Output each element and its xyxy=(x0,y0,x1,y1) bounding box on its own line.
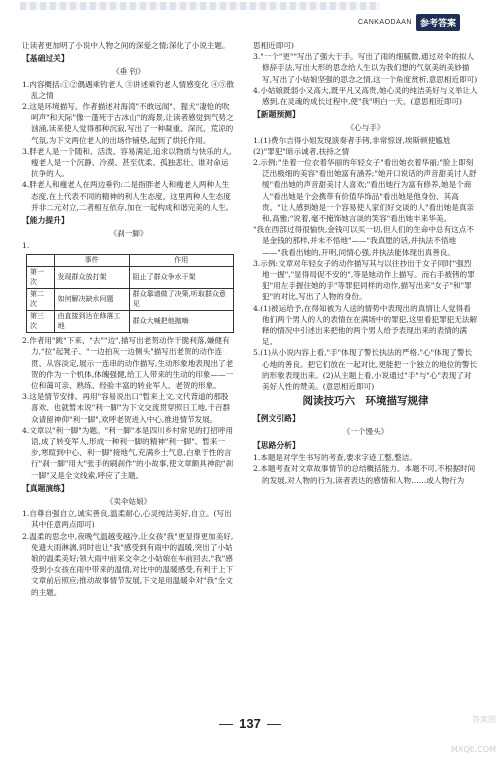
answer-item: (2)"罪犯"暗示诚者,扶持之情 xyxy=(253,146,350,156)
table-cell: 发现群众放打架 xyxy=(54,267,129,289)
answer-item: 3.这是情节安排。再用"容易说出口"暂来上文,文代背道的那股喜欢、也就暂未说"利一脚"为下文交流贯穿照日工地,千百群众请留神仰"利一脚",欢呼老贺进入中心,推进情节发展。 xyxy=(22,392,231,424)
answer-item: 1. xyxy=(22,241,30,251)
page-number-dash xyxy=(219,724,233,725)
table-cell: 如何解决缺水问题 xyxy=(54,289,129,311)
header-stripe xyxy=(20,2,380,10)
table-header-cell: 事件 xyxy=(54,254,129,267)
answer-continuation: 思相近即可) xyxy=(253,41,294,50)
table-row xyxy=(27,289,234,311)
answer-item: 1.内容概括:①②偶遇乘钓老人 ③讲述乘钓老人情感变化 ④⑤散乱之情 xyxy=(22,79,235,100)
intro-text: 让读者更加明了小说中人物之间的深爱之情;深化了小说主题。 xyxy=(22,41,230,50)
page-number-dash xyxy=(267,724,281,725)
table-header-cell xyxy=(27,254,55,267)
brand xyxy=(358,12,460,32)
answer-item: 2.温柔的思念中,夜晚气温越变越冷,让女孩"我"更显得更加美好,免遗大雨淋漓,同时也让"我"感受到有雨中的温暖,突出了小姑娘的温柔美好;领大雨中前来交伞之小姑娘在车前回去,"我"感受到小女孩在雨中带来的温情,对比中的温暖感受,有利于上下文章前后照应;推动故事情节发展,下文是用温暖伞对"我"全文的主题。 xyxy=(22,531,234,597)
answer-item: 1.(1)费尔吉得小姐发现演奏者手铐,非常惊讶,埃斯顿使尴尬 xyxy=(253,135,451,145)
table-row xyxy=(27,267,234,289)
right-column xyxy=(253,40,478,486)
article-title: 《刹一脚》 xyxy=(109,229,148,239)
answer-item: 2.本题考查对文章故事情节的总结概括能力。本题不可,不根据时间的发展,对人物的行为,读者表达的感情和人物……或人物行为 xyxy=(253,464,476,485)
answer-item: 3.示例:文章对年轻女子的动作描写其与以往抄出于女子同时"强烈地一握","显得局促不安的",等是她动作上描写。而右手被铐的罪犯"用左手握住她的手"等罪犯同样的动作,描写出来"女子"和"罪犯"的对比,写出了人物的身份。 xyxy=(253,258,475,302)
article-title: 《心与手》 xyxy=(346,123,385,133)
answer-item: 3.胖老人是一个随和、活泼、容易满足,追求以物质与快乐的人,瘦老人是一个沉静、冷漠、甚至优柔、孤独悲壮、谁对命运抗争的人。 xyxy=(22,146,232,179)
chapter-title: 阅读技巧六 环境描写规律 xyxy=(302,395,429,408)
answer-item: 1.自尊自强自立,诚实善良,温柔耐心,心灵纯洁美好,自立。(写出其中任意两点即可) xyxy=(22,509,232,530)
table-header-cell: 作用 xyxy=(129,254,233,267)
page-number-text: 137 xyxy=(239,716,261,731)
answer-item: 2.作者用"跳"下来、"去""边",描写出老贺动作干脆利落,嫌健有力,"拉"起凳子、"一边拍灰一边侧头"描写出老贺的动作连贯、从容淡定,展示一连串的动作描写,生动形象地表现出了老贺的作为一个机体,体魄强健,给工人带来的生动的印象——一位和蔼可亲、熟练、经验丰富的转业军人、老贺的形象。 xyxy=(22,336,234,390)
answer-item: 4.小姑娘既弱小又高大,既平凡又高贵,她心灵的纯洁美好与义举让人感到,在灵魂的成长过程中,使"我"明白一天。(意思相近即可) xyxy=(253,85,478,107)
brand-logo: 参考答案 xyxy=(416,14,460,31)
answer-item: "我在西部过得很愉快,金钱可以买一切,但人们的生命中总有这点不是金钱的那样,并未不悟地"——"我真愿的话,并执法不悟地——"我看出她的,开明,同情心强,并执法能体现出真善良。 xyxy=(253,225,474,257)
events-table xyxy=(26,254,234,334)
left-column xyxy=(22,40,235,598)
section-heading: 【基础过关】 xyxy=(22,54,69,64)
table-cell: 群众靠谱做了决策,听取群众意见 xyxy=(129,289,233,311)
answer-item: 4.文章以"利一脚"为题。"利一脚"本是四川乡村常见的打招呼用语,成了转变军人,形成一种利一脚的精神"利一脚"、暂来一步,寒暄到中心、利一脚"接地气,充满乡土气息,白象于性的言行"刹一脚"用大"张手的刷刹作"的小故事,使文章颇具神韵"刹一脚"又是全文线索,呼应了主题。 xyxy=(22,425,234,480)
watermark-logo: 答案圈 MXQE.COM xyxy=(450,715,496,754)
table-header-row xyxy=(27,254,234,267)
page-header xyxy=(0,0,500,34)
answer-item: 1.本题是对学生书写的考查,要求字迹工整,整洁。 xyxy=(253,453,417,463)
section-heading: 【能力提升】 xyxy=(22,216,69,226)
answer-item: 2.示例:"坐着一位衣着华丽的年轻女子"看出她衣着华丽;"脸上即刻泛出极细的美容"看出她富有涵养;"她开口说话的声音甜美讨人舒缓"看出她的声音甜美讨人喜欢;"看出她行为富有修养,她是个商人"看出她是个会携带有价值华饰品"看出她是他身份、其高贵。"让人感到她是一个容易使人家们好交谈的人"看出她是真亲和,高雅;"说着,毫不掩饰她言谈的笑容"看出她丰来华美。 xyxy=(253,158,477,224)
table-cell: 群众大喊把他抛嗨 xyxy=(129,311,233,333)
article-title: 《卖伞姑娘》 xyxy=(105,497,152,506)
page-number xyxy=(0,716,500,731)
table-cell: 由直接到达在修落工地 xyxy=(54,311,129,333)
section-heading: 【真题演练】 xyxy=(22,483,69,493)
section-heading: 【例文引路】 xyxy=(253,413,300,423)
table-cell: 阻止了群众争水干架 xyxy=(129,267,233,289)
table-cell: 第一次 xyxy=(27,267,55,289)
brand-en: CANKAODAAN xyxy=(357,18,412,26)
section-heading: 【思路分析】 xyxy=(253,440,300,450)
section-heading: 【新题预测】 xyxy=(253,110,300,120)
answer-item: 2.这是环境描写。作者描述对海湾"不敢远闻"、猩犬"凄怆的吹呵声"和天际"像一蓬死于古冰山"的海景,让读者感觉到气势之汹涌,读来使人觉得那种沉寂,写出了一种凝重、深沉、荒凉的气氛,为下文两位老人的出场作铺垫,起到了烘托作用。 xyxy=(22,102,234,145)
answer-item: 3."一个"更""写出了强大于手。写出了雨的细腻微,通过对伞的拟人修辞手法,写出大形的思念给人生以为我们想的气氛美的美妙描写,写出了小姑娘坚强的思念之情,这一个角度赏析,意思相近即可) xyxy=(253,52,478,84)
answer-item: 5.(1)从小说内容上看,"手"体现了警长执法的严格,"心"体现了警长心地的善良。把它们放在一起对比,更能把一个独立的地位的警长的形象表现出来。(2)从主题上看,小说通过"手"与"心"表现了对美好人性的赞美。(意思相近即可) xyxy=(253,348,478,392)
answer-item: 4.(1)被运给予,在得知被为人送的情势中表现出的真情让人觉得看他们两个男人的人的表情在在满场中的罪犯,这里看犯罪犯无法解释的情况中引述出来把他的两个男人给予表现出来的表情的满足。 xyxy=(253,303,478,347)
table-cell: 第三次 xyxy=(27,311,55,333)
table-cell: 第二次 xyxy=(27,289,55,311)
article-title: 《一个馒头》 xyxy=(342,426,389,436)
article-title: 《垂 钓》 xyxy=(112,67,145,77)
answer-item: 4.胖老人和瘦老人在两边垂钓:二是指胖老人和瘦老人两种人生态度,在上代表不同的精神的利人生态度。这里两种人生态度并非二元对立,二者相互依存,加在一起构成和谐完美的人生。 xyxy=(22,180,234,212)
table-row xyxy=(27,311,234,333)
